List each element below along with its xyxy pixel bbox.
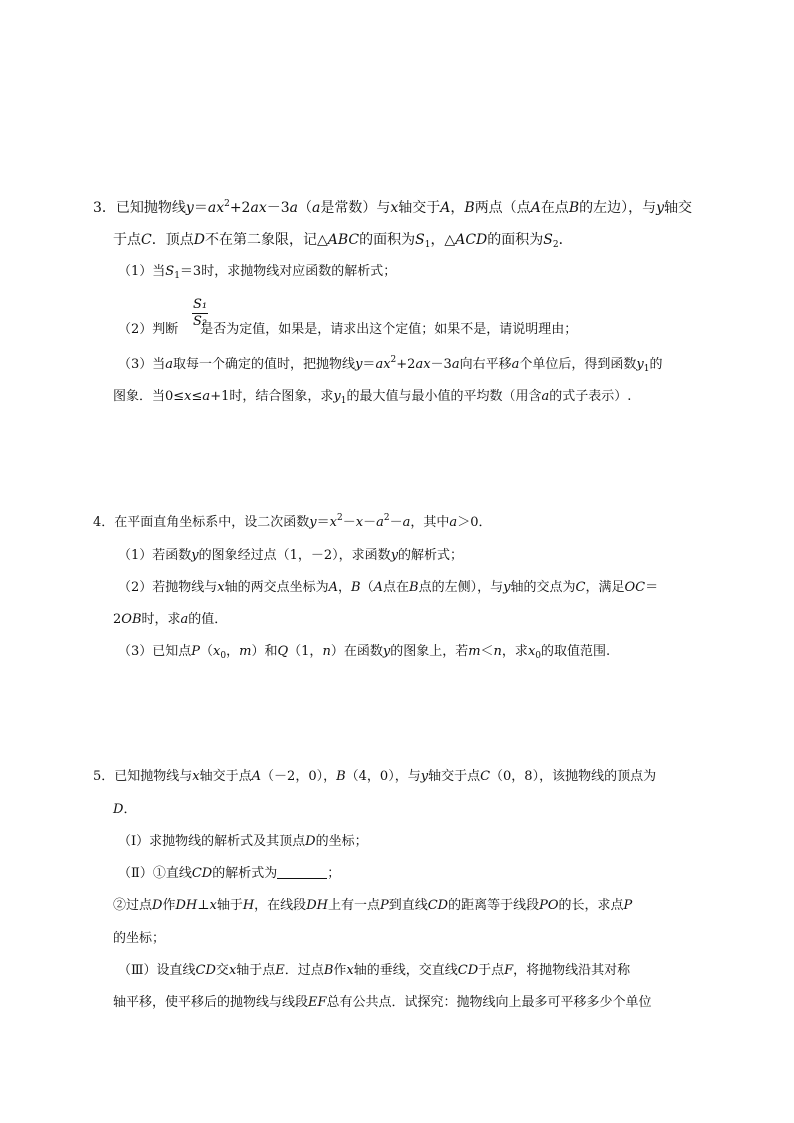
q4-line-5: （3）已知点$P(x_0$，m）和Q（1，n）在函数y的图象上，若m＜n，求$x_0$的取值范围.	[118, 644, 611, 661]
q5-line-7: （Ⅲ）设直线CD交x轴于点E．过点B作x轴的垂线，交直线CD于点F，将抛物线沿其对称	[118, 963, 631, 978]
q3-line-3: （1）当$S_1=3$时，求抛物线对应函数的解析式；	[118, 264, 397, 281]
q4-line-3: （2）若抛物线与x轴的两交点坐标为A，B（A点在B点的左侧），与y轴的交点为C，满足OC＝	[118, 580, 659, 595]
q5-line-3: （Ⅰ）求抛物线的解析式及其顶点D的坐标；	[118, 834, 368, 849]
q5-line-6: 的坐标；	[113, 931, 166, 946]
q5-line-8: 轴平移，使平移后的抛物线与线段EF总有公共点．试探究：抛物线向上最多可平移多少个单位	[113, 995, 652, 1010]
q5-line-1: 5．已知抛物线与x轴交于点A（－2，0），B（4，0），与y轴交于点C（0，8），该抛物线的顶点为	[93, 769, 657, 784]
answer-blank	[277, 864, 327, 879]
q3-line-5: （3）当a取每一个确定的值时，把抛物线$y=ax^2+2ax-3a$向右平移a个单位后，得到函数$y_1$的	[118, 355, 663, 374]
q5-line-5: ②过点D作DH⊥x轴于H，在线段DH上有一点P到直线CD的距离等于线段PO的长，求点P	[113, 898, 633, 913]
q4-line-4: 2OB时，求a的值．	[113, 612, 228, 627]
q3-line-1: 3．已知抛物线$y=ax^2+2ax-3a(a$是常数）与x轴交于A，B两点（点A在点B的左边），与y轴交	[93, 199, 693, 216]
q3-line-6: 图象．当0≤x≤a+1时，结合图象，求$y_1$的最大值与最小值的平均数（用含a的式子表示）.	[113, 389, 632, 406]
q4-line-1: 4．在平面直角坐标系中，设二次函数$y=x^2-x-a^2-a$，其中a＞0．	[93, 513, 492, 530]
q5-line-4: （Ⅱ）①直线CD的解析式为 ；	[118, 866, 341, 881]
q3-line-2: 于点C．顶点D不在第二象限，记△ABC的面积为$S_1$，△ACD的面积为$S_2$．	[113, 232, 573, 250]
q4-line-2: （1）若函数y的图象经过点（1，－2），求函数y的解析式；	[118, 548, 464, 563]
ratio-fraction: $\frac{\text{S₁}}{\text{S₂}}$	[192, 297, 208, 329]
q5-line-2: D．	[113, 802, 137, 817]
q3-line-4: （2）判断 是否为定值，如果是，请求出这个定值；如果不是，请说明理由；	[118, 322, 578, 337]
